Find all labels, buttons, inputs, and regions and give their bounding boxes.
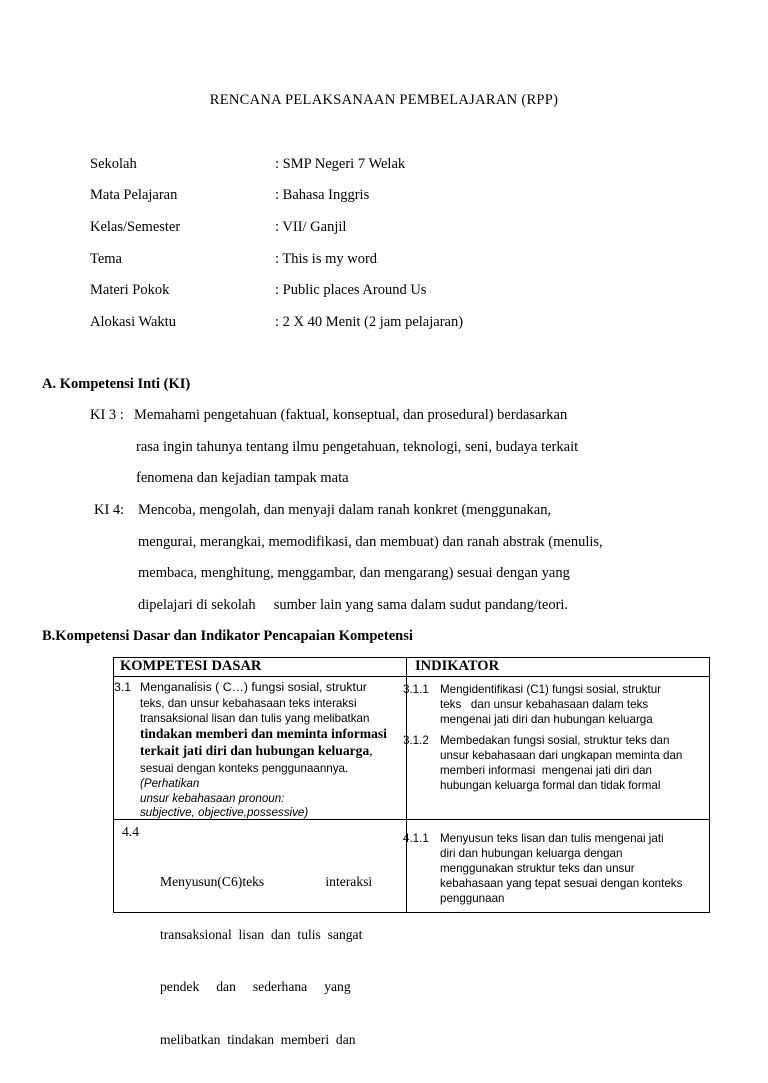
ind-4-1-1-line-2: diri dan hubungan keluarga dengan (440, 847, 623, 860)
ind-3-1-2-line-2: unsur kebahasaan dari ungkapan meminta dan (440, 749, 683, 762)
identity-value-tema: : This is my word (275, 251, 378, 267)
header-kd-label: KOMPETESI DASAR (120, 658, 262, 674)
ind-3-1-2-line-1: Membedakan fungsi sosial, struktur teks dan (440, 734, 670, 747)
kd-3-1-bold-line-2-wrap (140, 743, 373, 758)
kd-4-4-number: 4.4 (122, 824, 139, 839)
ind-3-1-2-line-4: hubungan keluarga formal dan tidak formal (440, 779, 661, 792)
identity-value-kelas: : VII/ Ganjil (275, 219, 347, 235)
kd-3-1-bold-suffix: , (369, 743, 373, 758)
ind-3-1-1-line-1: Mengidentifikasi (C1) fungsi sosial, struktur (440, 683, 662, 696)
identity-label-tema: Tema (90, 251, 122, 267)
ind-3-1-1-number: 3.1.1 (403, 683, 429, 696)
ind-3-1-2-number: 3.1.2 (403, 734, 429, 747)
kd-3-1-line-3: transaksional lisan dan tulis yang melibatkan (140, 712, 370, 725)
kd-4-4-line-1: Menyusun(C6)teks interaksi (160, 874, 373, 889)
kd-4-4-line-2: transaksional lisan dan tulis sangat (160, 926, 363, 942)
kd-3-1-after: sesuai dengan konteks penggunaannya. (140, 762, 349, 775)
kd-4-4-line-3: pendek dan sederhana yang (160, 979, 351, 994)
ki4-line-3: membaca, menghitung, menggambar, dan mengarang) sesuai dengan yang (138, 565, 570, 581)
section-b-heading: B.Kompetensi Dasar dan Indikator Pencapaian Kompetensi (42, 628, 413, 644)
header-indikator-label: INDIKATOR (415, 658, 500, 674)
ind-4-1-1-line-4: kebahasaan yang tepat sesuai dengan konteks (440, 877, 683, 890)
kd-3-1-first-line: Menganalisis ( C…) fungsi sosial, struktur (140, 680, 367, 694)
identity-value-materi: : Public places Around Us (275, 282, 427, 298)
ki3-prefix: KI 3 : (90, 407, 124, 423)
ind-4-1-1-number: 4.1.1 (403, 832, 429, 845)
ki3-line-3: fenomena dan kejadian tampak mata (136, 470, 349, 486)
table-row (114, 820, 710, 913)
identity-label-kelas: Kelas/Semester (90, 219, 181, 235)
ind-4-1-1-line-1: Menyusun teks lisan dan tulis mengenai jati (440, 832, 664, 845)
kd-4-4-line-4: melibatkan tindakan memberi dan (160, 1031, 356, 1047)
ki4-prefix: KI 4: (94, 502, 125, 518)
section-a-heading: A. Kompetensi Inti (KI) (42, 376, 191, 392)
kd-3-1-bold-line-1: tindakan memberi dan meminta informasi (140, 726, 387, 741)
ki4-line-4: dipelajari di sekolah sumber lain yang sama dalam sudut pandang/teori. (138, 597, 569, 613)
competency-table (113, 657, 710, 1047)
identity-label-sekolah: Sekolah (90, 156, 137, 172)
identity-label-alokasi: Alokasi Waktu (90, 314, 176, 330)
ki3-line-2: rasa ingin tahunya tentang ilmu pengetahuan, teknologi, seni, budaya terkait (136, 439, 579, 455)
kd-3-1-bold-line-2: terkait jati diri dan hubungan keluarga (140, 743, 370, 758)
ind-3-1-2-line-3: memberi informasi mengenai jati diri dan (440, 764, 652, 777)
ind-4-1-1-line-3: menggunakan struktur teks dan unsur (440, 862, 635, 875)
identity-label-mapel: Mata Pelajaran (90, 187, 178, 203)
indikator-3-1-cell (403, 677, 710, 820)
kd-3-1-italic-2: unsur kebahasaan pronoun: (140, 792, 285, 805)
table-header-indikator (407, 658, 710, 677)
ind-4-1-1-line-5: penggunaan (440, 892, 505, 905)
kd-3-1-italic-3: subjective, objective,possessive) (140, 806, 309, 819)
kd-4-4-cell (114, 820, 407, 1047)
identity-label-materi: Materi Pokok (90, 282, 170, 298)
ki4-line-1: Mencoba, mengolah, dan menyaji dalam ranah konkret (menggunakan, (138, 502, 552, 518)
kd-3-1-line-2: teks, dan unsur kebahasaan teks interaksi (140, 697, 357, 710)
kd-3-1-cell (114, 677, 407, 820)
ind-3-1-1-line-2: teks dan unsur kebahasaan dalam teks (440, 698, 649, 711)
identity-value-alokasi: : 2 X 40 Menit (2 jam pelajaran) (275, 314, 464, 330)
ki4-line-2: mengurai, merangkai, memodifikasi, dan membuat) dan ranah abstrak (menulis, (138, 534, 603, 550)
kd-4-4-text (160, 838, 397, 1083)
identity-value-sekolah: : SMP Negeri 7 Welak (275, 156, 406, 172)
document-title: RENCANA PELAKSANAAN PEMBELAJARAN (RPP) (209, 92, 559, 108)
kd-3-1-italic-1: (Perhatikan (140, 777, 200, 790)
identity-value-mapel: : Bahasa Inggris (275, 187, 370, 203)
table-header-row (114, 658, 710, 677)
kd-3-1-number: 3.1 (114, 680, 132, 694)
table-header-kd (114, 658, 407, 677)
ki3-line-1: Memahami pengetahuan (faktual, konseptual, dan prosedural) berdasarkan (134, 407, 568, 423)
indikator-4-4-cell (403, 820, 710, 913)
table-row (114, 677, 710, 820)
ind-3-1-1-line-3: mengenai jati diri dan hubungan keluarga (440, 713, 653, 726)
